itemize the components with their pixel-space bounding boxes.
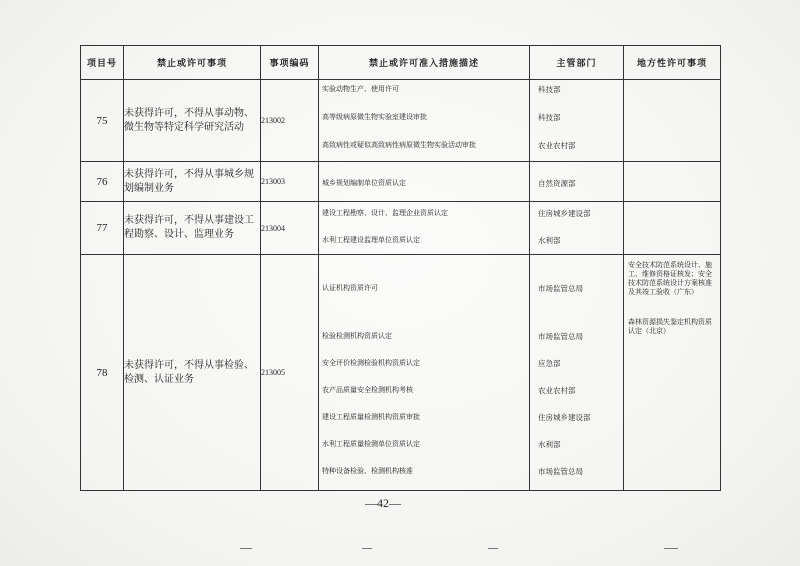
row-code: 213005	[261, 255, 319, 491]
measure-text: 建设工程质量检测机构资质审批	[322, 413, 420, 421]
row-local	[624, 162, 721, 202]
header-dept: 主管部门	[530, 46, 624, 80]
scan-artifact	[362, 548, 372, 549]
measure-text: 安全评价检测检验机构资质认定	[322, 359, 420, 367]
row-measures	[319, 162, 530, 202]
row-measures	[319, 80, 530, 162]
row-item: 未获得许可，不得从事检验、检测、认证业务	[124, 255, 261, 491]
row-number: 75	[81, 80, 124, 162]
row-depts	[530, 80, 624, 162]
row-measures	[319, 255, 530, 491]
row-number: 77	[81, 202, 124, 255]
dept-text: 住房城乡建设部	[538, 209, 591, 218]
scan-artifact	[488, 548, 498, 549]
dept-text: 农业农村部	[538, 141, 576, 150]
row-item: 未获得许可，不得从事建设工程勘察、设计、监理业务	[124, 202, 261, 255]
local-text: 森林资源损失鉴定机构资质认定（北京）	[628, 318, 712, 335]
row-item: 未获得许可，不得从事动物、微生物等特定科学研究活动	[124, 80, 261, 162]
header-item: 禁止或许可事项	[124, 46, 261, 80]
row-depts	[530, 162, 624, 202]
row-local	[624, 80, 721, 162]
row-depts	[530, 202, 624, 255]
measure-text: 农产品质量安全检测机构考核	[322, 386, 413, 394]
measure-text: 建设工程勘察、设计、监理企业资质认定	[322, 209, 448, 217]
measure-text: 水利工程质量检测单位资质认定	[322, 440, 420, 448]
row-depts	[530, 255, 624, 491]
header-code: 事项编码	[261, 46, 319, 80]
dept-text: 科技部	[538, 85, 561, 94]
header-project-no: 项目号	[81, 46, 124, 80]
measure-text: 水利工程建设监理单位资质认定	[322, 236, 420, 244]
dept-text: 应急部	[538, 359, 561, 368]
dept-text: 农业农村部	[538, 386, 576, 395]
measure-text: 检验检测机构资质认定	[322, 332, 392, 340]
dept-text: 市场监管总局	[538, 332, 583, 341]
dept-text: 市场监管总局	[538, 284, 583, 293]
table-row	[81, 162, 721, 202]
row-local	[624, 202, 721, 255]
measure-text: 特种设备检验、检测机构核准	[322, 467, 413, 475]
measure-text: 城乡规划编制单位资质认定	[322, 179, 406, 187]
row-code: 213002	[261, 80, 319, 162]
row-code: 213003	[261, 162, 319, 202]
page-number: —42—	[365, 496, 401, 510]
dept-text: 自然资源部	[538, 179, 576, 188]
measure-text: 实验动物生产、使用许可	[322, 85, 399, 93]
dept-text: 水利部	[538, 236, 561, 245]
dept-text: 市场监管总局	[538, 467, 583, 476]
measure-text: 高等级病原微生物实验室建设审批	[322, 113, 427, 121]
header-row	[81, 46, 721, 80]
header-measures: 禁止或许可准入措施描述	[319, 46, 530, 80]
dept-text: 住房城乡建设部	[538, 413, 591, 422]
dept-text: 水利部	[538, 440, 561, 449]
dept-text: 科技部	[538, 113, 561, 122]
row-number: 76	[81, 162, 124, 202]
scan-artifact	[664, 548, 678, 549]
row-measures	[319, 202, 530, 255]
table-row	[81, 255, 721, 491]
row-item: 未获得许可，不得从事城乡规划编制业务	[124, 162, 261, 202]
header-local: 地方性许可事项	[624, 46, 721, 80]
row-local	[624, 255, 721, 491]
row-code: 213004	[261, 202, 319, 255]
row-number: 78	[81, 255, 124, 491]
measure-text: 高致病性或疑似高致病性病原微生物实验活动审批	[322, 141, 476, 149]
catalog-table	[80, 45, 721, 491]
table-row	[81, 202, 721, 255]
table-row	[81, 80, 721, 162]
measure-text: 认证机构资质许可	[322, 284, 378, 292]
scan-artifact	[240, 548, 252, 549]
local-text: 安全技术防范系统设计、施工、维修资格证核发；安全技术防范系统设计方案核准及其竣工验收（广东）	[628, 261, 712, 296]
